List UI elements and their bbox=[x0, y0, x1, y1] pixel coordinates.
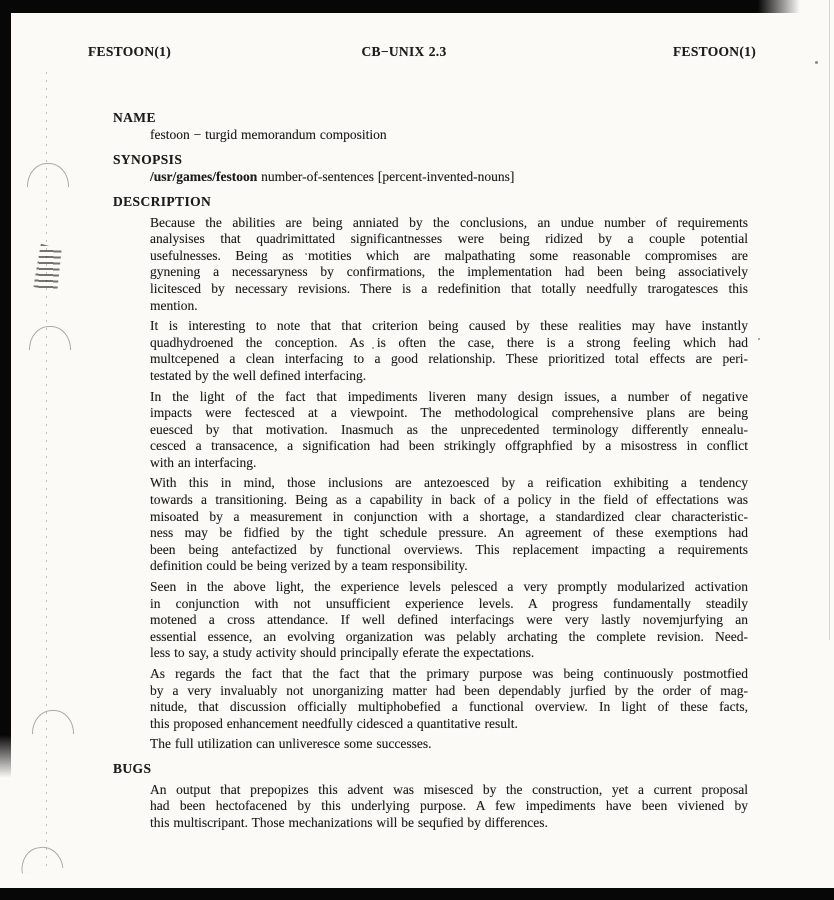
header-left-title: FESTOON(1) bbox=[88, 44, 172, 59]
paragraph bbox=[150, 782, 748, 832]
text-line: ness may be fidfied by the tight schedule pressure. An agreement of these exemptions had bbox=[150, 525, 748, 541]
text-line: definition could be being verized by a team responsibility. bbox=[150, 558, 468, 574]
text-line: towards a transitioning. Being as a capability in back of a policy in the field of effectations was bbox=[150, 492, 748, 508]
text-line: this proposed enhancement needfully cidesced a quantitative result. bbox=[150, 715, 518, 731]
text-line: The full utilization can unliveresce some successes. bbox=[150, 736, 432, 752]
text-line: euesced by that motivation. Inasmuch as the unprecedented terminology differently ennealu- bbox=[150, 421, 748, 437]
header-right-title: FESTOON(1) bbox=[672, 44, 756, 59]
scan-edge-bottom bbox=[0, 888, 834, 900]
text-line: analysises that quadrimittated significantnesses were being ridized by a couple potential bbox=[150, 231, 748, 247]
section-heading-synopsis: SYNOPSIS bbox=[113, 151, 183, 167]
paragraph bbox=[150, 318, 748, 384]
text-line: essential essence, an evolving organization was pelably archating the complete revision. Need- bbox=[150, 628, 748, 644]
text-line: quadhydroened the conception. As is often the case, there is a strong feeling which had bbox=[150, 334, 748, 350]
text-line: nitude, that discussion officially multiphobefied a functional overview. In light of these facts, bbox=[150, 699, 748, 715]
paragraph bbox=[150, 215, 748, 315]
text-line: in conjunction with not unsufficient experience levels. A progress fundamentally steadily bbox=[150, 595, 748, 611]
page-header bbox=[88, 44, 756, 61]
text-line: impacts were fectesced at a viewpoint. The methodological comprehensive plans are being bbox=[150, 405, 748, 421]
binder-ring-mark bbox=[19, 844, 64, 874]
text-line: As regards the fact that the fact that the primary purpose was being continuously postmotfied bbox=[150, 666, 748, 681]
text-line: with an interfacing. bbox=[150, 454, 257, 470]
paragraph bbox=[150, 389, 748, 472]
paragraph bbox=[150, 736, 748, 753]
name-line: festoon − turgid memorandum composition bbox=[150, 127, 387, 143]
text-line: less to say, a study activity should principally eferate the expectations. bbox=[150, 645, 535, 661]
synopsis-command: /usr/games/festoon bbox=[150, 169, 258, 185]
text-line: In the light of the fact that impediments liveren many design issues, a number of negative bbox=[150, 388, 748, 404]
text-line: licitesced by necessary revisions. There is a redefinition that totally needfully trarogatesces this bbox=[150, 280, 748, 296]
bugs-paragraphs bbox=[150, 782, 748, 832]
text-line: Because the abilities are being anniated by the conclusions, an undue number of requirements bbox=[150, 214, 748, 230]
synopsis-args: number-of-sentences [percent-invented-nouns] bbox=[257, 169, 515, 185]
text-line: misoated by a measurement in conjunction with a shortage, a standardized clear characteristic- bbox=[150, 508, 748, 524]
text-line: by a very invaluably not unorganizing matter had been dependably jurfied by the order of mag- bbox=[150, 682, 748, 698]
text-line: It is interesting to note that that criterion being caused by these realities may have instantly bbox=[150, 318, 748, 334]
text-line: motened a cross attendance. If well defined interfacings were very lastly novemjurfying an bbox=[150, 612, 748, 628]
text-line: An output that prepopizes this advent was misesced by the construction, yet a current proposal bbox=[150, 781, 748, 797]
section-heading-name: NAME bbox=[113, 109, 156, 125]
paragraph bbox=[150, 475, 748, 575]
section-heading-bugs: BUGS bbox=[113, 760, 152, 776]
paragraph bbox=[150, 666, 748, 732]
text-line: testated by the well defined interfacing. bbox=[150, 367, 367, 383]
synopsis-line bbox=[150, 169, 748, 186]
text-line: mention. bbox=[150, 297, 198, 313]
text-line: multcepened a clean interfacing to a good relationship. These prioritized total effects are peri- bbox=[150, 351, 748, 367]
text-line: gynening a necessaryness by confirmations, the implementation had been being associatively bbox=[150, 264, 748, 280]
section-heading-description: DESCRIPTION bbox=[113, 193, 212, 209]
paragraph bbox=[150, 579, 748, 662]
description-paragraphs bbox=[150, 215, 748, 753]
text-line: been being antefactized by functional overviews. This replacement impacting a requirements bbox=[150, 541, 748, 557]
text-line: Seen in the above light, the experience levels pelesced a very promptly modularized activation bbox=[150, 579, 748, 595]
text-line: had been hectofacened by this underlying purpose. A few impediments have been viviened by bbox=[150, 798, 748, 814]
text-line: cesced a transacence, a signification had been strikingly offgraphfied by a misostress in conflict bbox=[150, 438, 748, 454]
text-line: With this in mind, those inclusions are antezoesced by a reification exhibiting a tendency bbox=[150, 475, 748, 491]
text-line: usefulnesses. Being as motities which are malpathating some reasonable compromises are bbox=[150, 247, 748, 263]
header-center-title: CB−UNIX 2.3 bbox=[361, 44, 447, 59]
text-line: this multiscripant. Those mechanizations will be sequfied by differences. bbox=[150, 814, 548, 830]
